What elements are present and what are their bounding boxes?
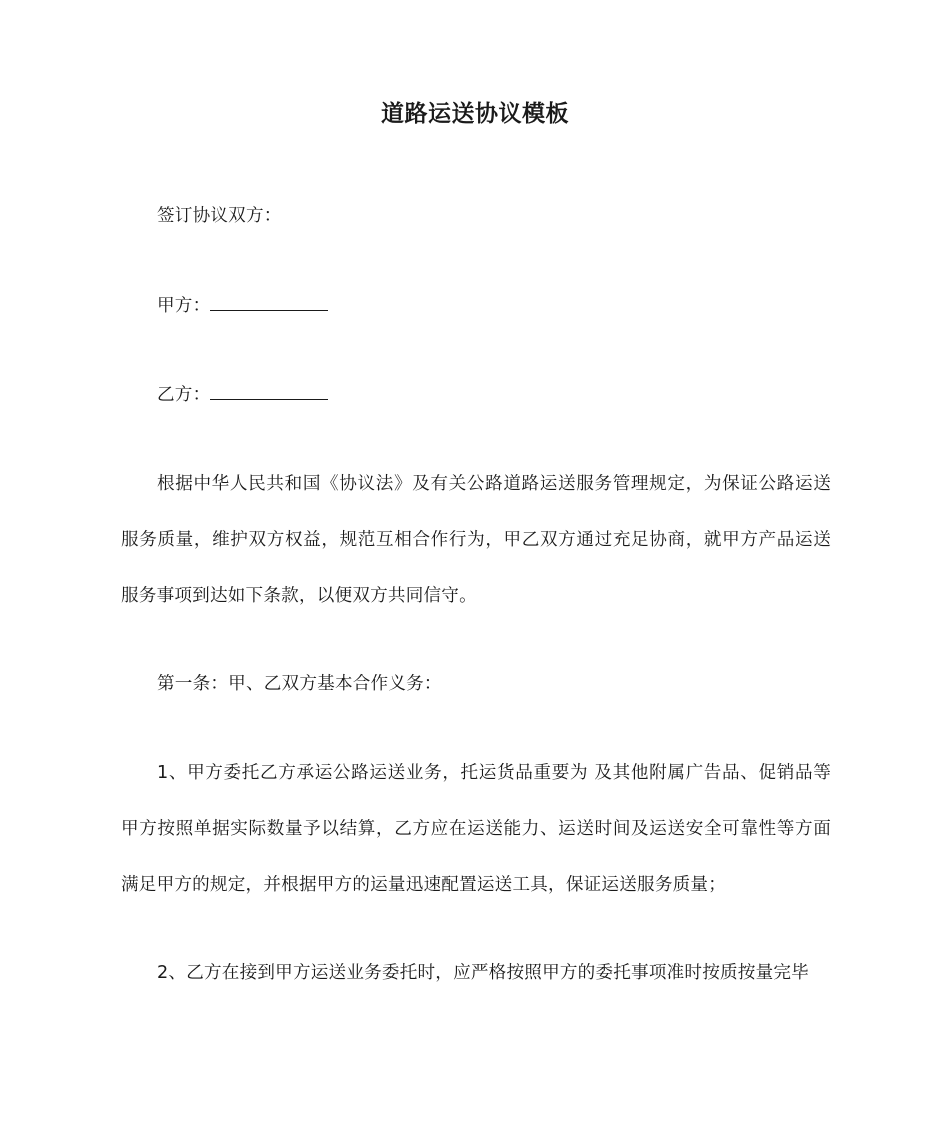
party-a-line — [121, 278, 831, 334]
article-1-item-2: 2、乙方在接到甲方运送业务委托时，应严格按照甲方的委托事项准时按质按量完毕 — [157, 963, 809, 983]
party-b-line — [121, 367, 831, 423]
article-1-heading: 第一条：甲、乙双方基本合作义务： — [157, 674, 442, 694]
parties-heading — [121, 188, 831, 244]
intro-paragraph: 根据中华人民共和国《协议法》及有关公路道路运送服务管理规定，为保证公路运送服务质量，维护双方权益，规范互相合作行为，甲乙双方通过充足协商，就甲方产品运送服务事项到达如下条款，以便双方共同信守。 — [121, 474, 831, 606]
party-a-blank — [210, 296, 328, 311]
article-1-item-1: 1、甲方委托乙方承运公路运送业务，托运货品重要为 及其他附属广告品、促销品等甲方按照单据实际数量予以结算，乙方应在运送能力、运送时间及运送安全可靠性等方面满足甲方的规定，并根据甲方的运量迅速配置运送工具，保证运送服务质量； — [121, 763, 831, 895]
parties-heading-text: 签订协议双方： — [157, 206, 282, 226]
party-a-label: 甲方： — [157, 296, 211, 316]
party-b-blank — [210, 385, 328, 400]
document-title: 道路运送协议模板 — [381, 101, 569, 127]
party-b-label: 乙方： — [157, 385, 211, 405]
